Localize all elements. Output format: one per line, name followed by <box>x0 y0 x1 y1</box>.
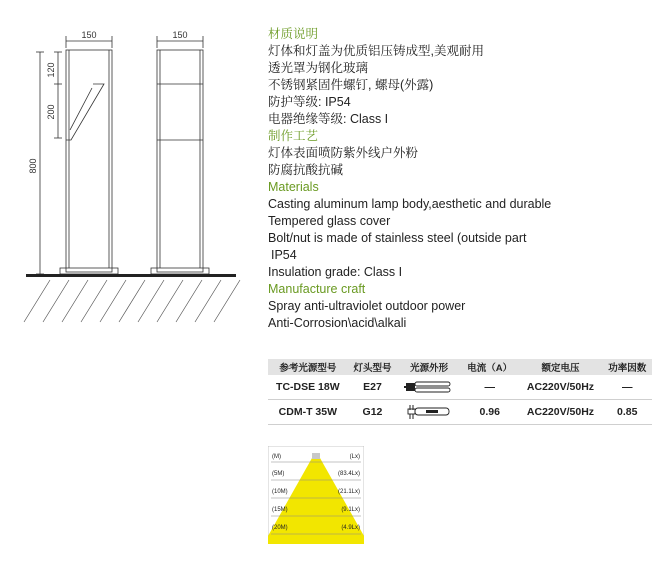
cfl-tube-icon <box>404 380 454 394</box>
cell-model: CDM-T 35W <box>268 400 348 425</box>
light-source-table <box>268 359 652 425</box>
section-heading: 制作工艺 <box>268 129 319 143</box>
dim-side-width: 150 <box>81 30 97 40</box>
dim-window-height: 200 <box>46 104 56 120</box>
dim-front-width: 150 <box>172 30 188 40</box>
metal-halide-lamp-icon <box>404 403 454 421</box>
cell-voltage: AC220V/50Hz <box>519 375 603 400</box>
spec-line: 灯体表面喷防紫外线户外粉 <box>268 146 419 160</box>
beam-base-band <box>268 536 364 544</box>
spec-line: Insulation grade: Class I <box>268 265 403 279</box>
cell-power-factor: — <box>602 375 652 400</box>
spec-line: 防护等级: IP54 <box>268 95 351 109</box>
spec-line: Bolt/nut is made of stainless steel (outside part <box>268 231 527 245</box>
cell-current: 0.96 <box>461 400 519 425</box>
spec-line: Anti-Corrosion\acid\alkali <box>268 316 407 330</box>
beam-lux-label: (83.4Lx) <box>337 471 360 477</box>
beam-distance-label: (10M) <box>272 489 288 495</box>
spec-line: 透光罩为钢化玻璃 <box>268 61 369 75</box>
cell-power-factor: 0.85 <box>602 400 652 425</box>
ground-hatch <box>24 280 240 322</box>
table-row <box>268 375 652 400</box>
header-power-factor: 功率因数 <box>602 359 652 375</box>
spec-line: Casting aluminum lamp body,aesthetic and durable <box>268 197 552 211</box>
section-heading: Manufacture craft <box>268 282 366 296</box>
spec-line: 不锈钢紧固件螺钉, 螺母(外露) <box>268 78 434 92</box>
lamp-source-icon <box>312 453 320 459</box>
table-row <box>268 400 652 425</box>
cell-base: E27 <box>348 375 398 400</box>
beam-lux-label: (9.1Lx) <box>341 507 360 513</box>
spec-line: 防腐抗酸抗碱 <box>268 163 344 177</box>
ground-line <box>26 274 236 277</box>
dim-head-height: 120 <box>46 62 56 78</box>
beam-distance-label: (5M) <box>272 471 285 477</box>
cell-base: G12 <box>348 400 398 425</box>
section-heading: 材质说明 <box>268 27 319 41</box>
spec-line: IP54 <box>271 248 297 262</box>
beam-lux-label: (21.1Lx) <box>337 489 360 495</box>
front-view <box>151 36 209 274</box>
beam-distance-label: (20M) <box>272 525 288 531</box>
spec-line: 电器绝缘等级: Class I <box>268 112 389 126</box>
cell-voltage: AC220V/50Hz <box>519 400 603 425</box>
header-reference-lamp: 参考光源型号 <box>268 359 348 375</box>
beam-header-distance: (M) <box>272 454 281 460</box>
cell-model: TC-DSE 18W <box>268 375 348 400</box>
spec-line: 灯体和灯盖为优质铝压铸成型,美观耐用 <box>268 44 484 58</box>
beam-header-lux: (Lx) <box>349 454 360 460</box>
spec-line: Tempered glass cover <box>268 214 391 228</box>
table-header-row <box>268 359 652 375</box>
header-rated-voltage: 额定电压 <box>519 359 603 375</box>
beam-distance-label: (15M) <box>272 507 288 513</box>
cell-shape <box>397 400 461 425</box>
specification-text <box>268 26 658 332</box>
header-current: 电流（A） <box>461 359 519 375</box>
header-lamp-shape: 光源外形 <box>397 359 461 375</box>
cell-current: — <box>461 375 519 400</box>
section-heading: Materials <box>268 180 319 194</box>
spec-line: Spray anti-ultraviolet outdoor power <box>268 299 466 313</box>
header-lamp-base: 灯头型号 <box>348 359 398 375</box>
dim-total-height: 800 <box>28 158 38 174</box>
illuminance-beam-diagram <box>268 446 364 544</box>
bollard-technical-drawing <box>0 0 262 330</box>
cell-shape <box>397 375 461 400</box>
beam-lux-label: (4.9Lx) <box>341 525 360 531</box>
